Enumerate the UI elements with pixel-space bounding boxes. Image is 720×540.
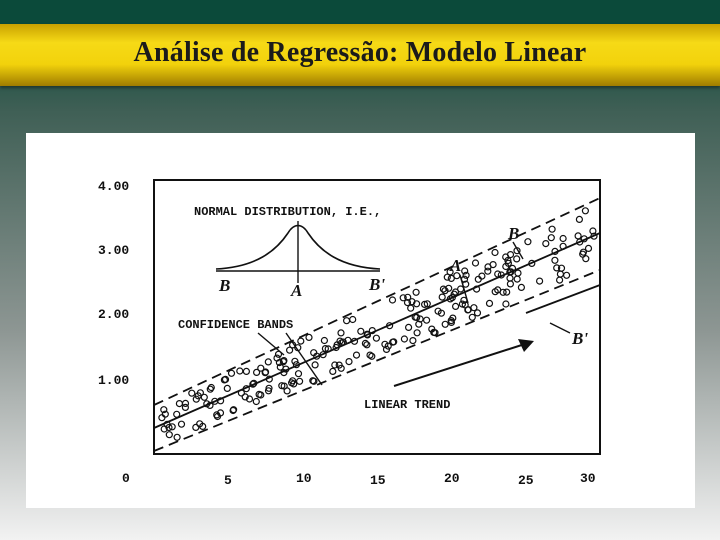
scatter-point [265,359,271,365]
figure-panel [26,133,695,508]
scatter-point [500,289,506,295]
scatter-point [548,235,554,241]
scatter-point [189,390,195,396]
scatter-point [471,305,477,311]
scatter-point [424,317,430,323]
scatter-point [514,256,520,262]
scatter-point [582,208,588,214]
x-tick-label: 15 [370,473,386,488]
line-pointer-b-prime [550,323,570,333]
scatter-point [330,368,336,374]
regression-chart [26,133,695,508]
slide-title: Análise de Regressão: Modelo Linear [133,37,587,68]
scatter-point [518,284,524,290]
scatter-point [473,260,479,266]
scatter-point [174,411,180,417]
lower-confidence-band [154,270,600,451]
scatter-point [439,294,445,300]
scatter-point [575,233,581,239]
scatter-point [297,378,303,384]
scatter-point [298,338,304,344]
scatter-point [564,272,570,278]
scatter-point [576,216,582,222]
scatter-point [166,432,172,438]
scatter-point [514,276,520,282]
scatter-point [414,330,420,336]
scatter-point [525,239,531,245]
scatter-point [243,368,249,374]
scatter-point [296,371,302,377]
scatter-point [537,278,543,284]
scatter-point [557,271,563,277]
scatter-point [358,328,364,334]
scatter-point [258,365,264,371]
scatter-point [495,271,501,277]
scatter-point [508,252,514,258]
band-pointer [258,333,284,355]
scatter-point [507,281,513,287]
scatter-point [332,362,338,368]
scatter-point [193,424,199,430]
x-tick-label: 5 [224,473,232,488]
scatter-point [448,275,454,281]
line-label-b: B [508,224,520,243]
scatter-point [179,421,185,427]
confidence-bands-label: CONFIDENCE BANDS [178,318,294,332]
inset-point-b: B [219,276,231,295]
y-tick-label: 2.00 [98,307,130,322]
scatter-point [469,314,475,320]
scatter-point [312,362,318,368]
inset-point-b-prime: B' [369,275,386,294]
scatter-point [413,289,419,295]
scatter-point [557,277,563,283]
scatter-point [453,303,459,309]
scatter-point [229,370,235,376]
lower-reference-line [526,285,600,313]
scatter-point [406,324,412,330]
scatter-point [515,270,521,276]
scatter-point [224,385,230,391]
scatter-point [549,226,555,232]
x-tick-label: 10 [296,471,312,486]
scatter-point [507,275,513,281]
x-tick-label: 20 [444,471,460,486]
scatter-point [159,415,165,421]
scatter-point [346,359,352,365]
linear-trend-label: LINEAR TREND [364,398,451,412]
scatter-point [321,338,327,344]
scatter-point [373,335,379,341]
inset-point-a: A [291,281,303,300]
scatter-point [408,305,414,311]
x-tick-label: 25 [518,473,534,488]
scatter-point [338,330,344,336]
y-tick-label: 4.00 [98,179,130,194]
trend-arrow [394,343,528,386]
scatter-point [174,434,180,440]
scatter-point [362,340,368,346]
scatter-point [410,338,416,344]
scatter-point [490,262,496,268]
scatter-point [253,399,259,405]
scatter-point [367,352,373,358]
scatter-point [344,318,350,324]
scatter-point [442,321,448,327]
plot-frame [154,180,600,454]
scatter-point [183,400,189,406]
scatter-point [350,317,356,323]
line-label-b-prime: B' [572,329,589,348]
scatter-point [560,236,566,242]
scatter-point [485,268,491,274]
y-tick-label: 1.00 [98,373,130,388]
scatter-point [586,245,592,251]
x-tick-label: 30 [580,471,596,486]
scatter-point [176,401,182,407]
scatter-point [201,394,207,400]
scatter-point [444,274,450,280]
scatter-point [401,336,407,342]
scatter-point [492,250,498,256]
scatter-point [552,257,558,263]
y-tick-label: 3.00 [98,243,130,258]
x-tick-label: 0 [122,471,130,486]
scatter-point [237,368,243,374]
upper-confidence-band [154,198,600,405]
scatter-point [503,301,509,307]
scatter-point [306,334,312,340]
top-bar [0,0,720,24]
inset-label: NORMAL DISTRIBUTION, I.E., [194,205,382,219]
scatter-point [487,300,493,306]
line-label-a: A [450,256,462,275]
scatter-point [583,256,589,262]
scatter-point [543,241,549,247]
scatter-point [287,347,293,353]
scatter-point [354,352,360,358]
scatter-point [390,297,396,303]
